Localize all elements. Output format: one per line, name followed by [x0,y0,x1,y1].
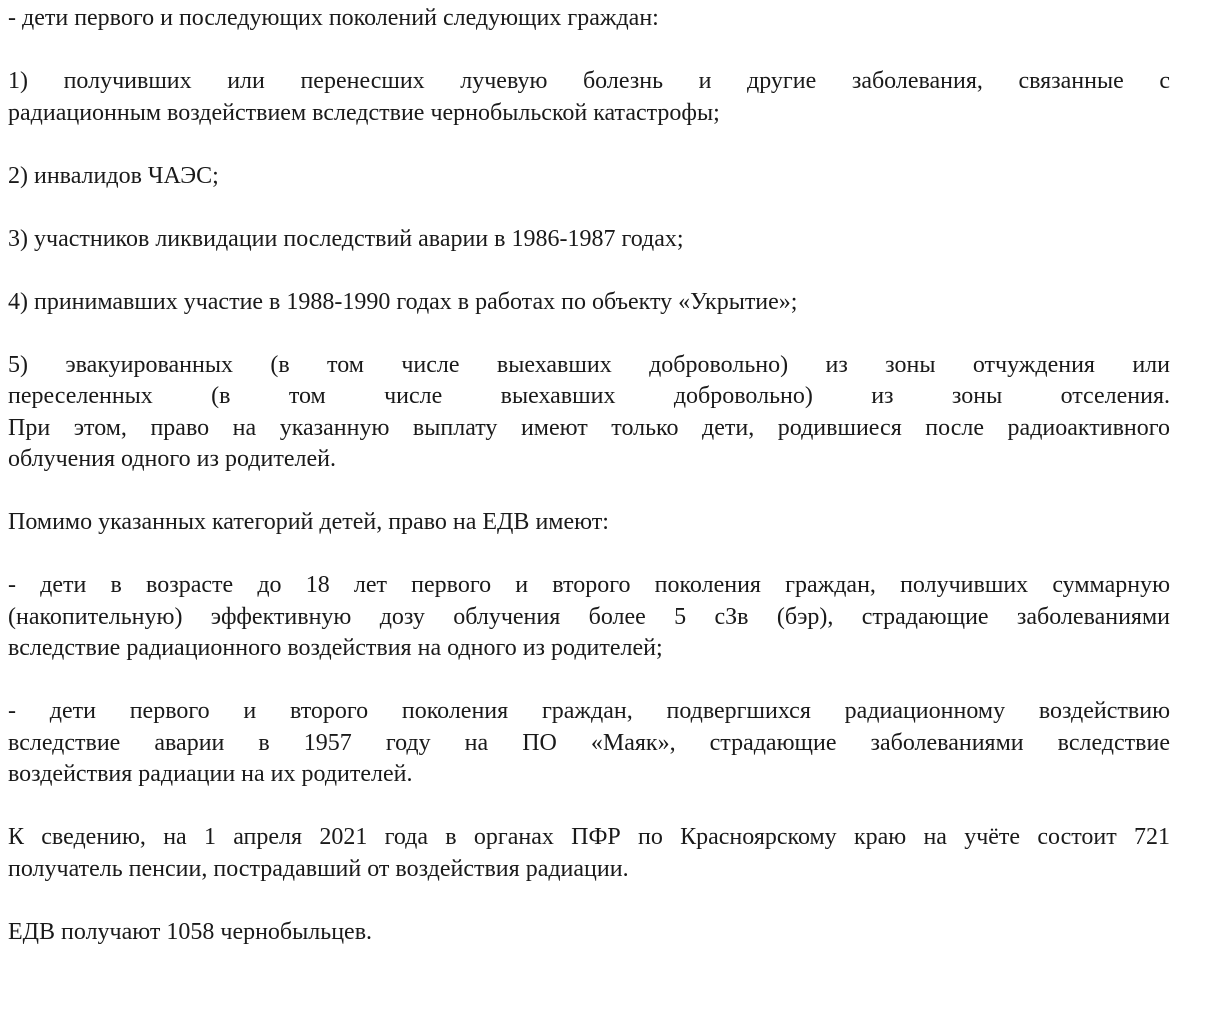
item-1-line-2: радиационным воздействием вследствие чернобыльской катастрофы; [8,99,720,126]
closing-paragraph [8,917,1170,949]
item-3-line-1: 3) участников ликвидации последствий аварии в 1986-1987 годах; [8,225,684,252]
item-5-line-1: 5) эвакуированных (в том числе выехавших добровольно) из зоны отчуждения или [8,351,1170,378]
extra-1-line-1: - дети в возрасте до 18 лет первого и второго поколения граждан, получивших суммарную [8,572,1170,598]
info-paragraph [8,822,1170,885]
item-1-paragraph [8,66,1170,129]
item-2-line-1: 2) инвалидов ЧАЭС; [8,162,219,189]
extra-1-line-3: вследствие радиационного воздействия на одного из родителей; [8,635,663,661]
document-page [8,3,1170,948]
item-3-paragraph [8,224,1170,256]
intro-paragraph [8,3,1170,35]
extra-1-line-2: (накопительную) эффективную дозу облучения более 5 сЗв (бэр), страдающие заболеваниями [8,603,1170,630]
item-4-line-1: 4) принимавших участие в 1988-1990 годах в работах по объекту «Укрытие»; [8,288,798,315]
info-line-1: К сведению, на 1 апреля 2021 года в органах ПФР по Красноярскому краю на учёте состоит 721 [8,824,1170,850]
info-line-2: получатель пенсии, пострадавший от воздействия радиации. [8,855,629,882]
extra-2-line-2: вследствие аварии в 1957 году на ПО «Маяк», страдающие заболеваниями вследствие [8,729,1170,756]
intro-line: - дети первого и последующих поколений следующих граждан: [8,5,659,31]
item-5-line-4: облучения одного из родителей. [8,446,336,472]
item-2-paragraph [8,161,1170,193]
besides-paragraph [8,507,1170,539]
item-5-line-2: переселенных (в том числе выехавших добровольно) из зоны отселения. [8,383,1170,409]
closing-line: ЕДВ получают 1058 чернобыльцев. [8,918,373,945]
item-4-paragraph [8,287,1170,319]
item-5-paragraph [8,350,1170,476]
extra-1-paragraph [8,570,1170,665]
besides-line: Помимо указанных категорий детей, право на ЕДВ имеют: [8,509,609,535]
extra-2-line-1: - дети первого и второго поколения граждан, подвергшихся радиационному воздействию [8,698,1170,724]
extra-2-line-3: воздействия радиации на их родителей. [8,761,413,787]
extra-2-paragraph [8,696,1170,791]
item-5-line-3: При этом, право на указанную выплату имеют только дети, родившиеся после радиоактивного [8,414,1170,441]
item-1-line-1: 1) получивших или перенесших лучевую болезнь и другие заболевания, связанные с [8,68,1170,94]
